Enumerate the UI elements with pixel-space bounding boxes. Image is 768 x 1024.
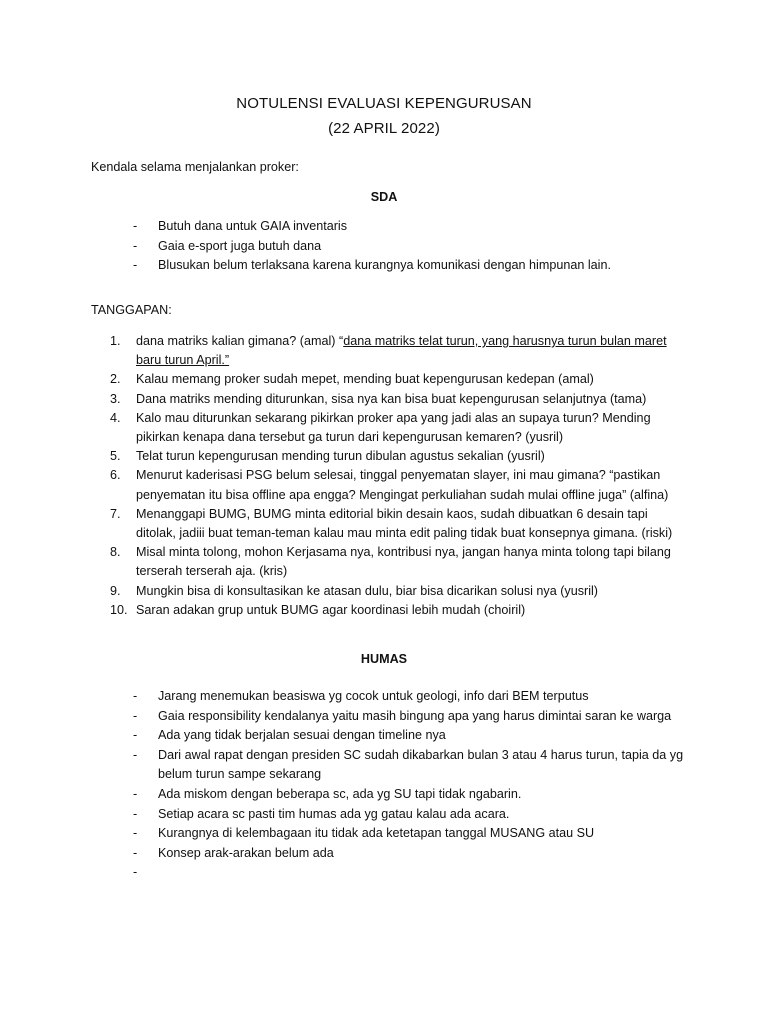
list-item: 1. dana matriks kalian gimana? (amal) “dana matriks telat turun, yang harusnya turun bulan maret baru turun April.”: [110, 334, 667, 368]
list-item: - Dari awal rapat dengan presiden SC sudah dikabarkan bulan 3 atau 4 harus turun, tapia da yg belum turun sampe sekarang: [133, 747, 684, 782]
list-item: - Gaia e-sport juga butuh dana: [91, 237, 691, 257]
list-item: 10. Saran adakan grup untuk BUMG agar koordinasi lebih mudah (choiril): [91, 601, 691, 620]
list-item: - Gaia responsibility kendalanya yaitu masih bingung apa yang harus dimintai saran ke warga: [91, 707, 691, 727]
item-number: 10.: [110, 602, 128, 617]
list-item: 5. Telat turun kepengurusan mending turun dibulan agustus sekalian (yusril): [91, 447, 691, 466]
humas-heading: HUMAS: [360, 652, 408, 666]
dash-marker: -: [133, 826, 138, 841]
list-item: 4. Kalo mau diturunkan sekarang pikirkan proker apa yang jadi alas an supaya turun? Mending pikirkan kenapa dana tersebut ga turun dari kepengurusan kemaren? (yusril): [110, 410, 651, 445]
tanggapan-label: TANGGAPAN:: [91, 303, 172, 317]
list-item: - Ada yang tidak berjalan sesuai dengan timeline nya: [91, 726, 691, 746]
list-item: 2. Kalau memang proker sudah mepet, mending buat kepengurusan kedepan (amal): [91, 370, 691, 389]
list-item: 3. Dana matriks mending diturunkan, sisa nya kan bisa buat kepengurusan selanjutnya (tama): [91, 390, 691, 409]
intro-text: Kendala selama menjalankan proker:: [91, 160, 299, 174]
tanggapan-list: [91, 332, 691, 620]
item-number: 4.: [110, 410, 121, 425]
dash-marker: -: [133, 786, 138, 801]
dash-marker: -: [133, 219, 138, 233]
list-item: - Blusukan belum terlaksana karena kurangnya komunikasi dengan himpunan lain.: [91, 256, 691, 276]
sda-list: [91, 217, 691, 276]
dash-marker: -: [133, 845, 138, 860]
dash-marker: -: [133, 689, 138, 703]
list-item: - Kurangnya di kelembagaan itu tidak ada ketetapan tanggal MUSANG atau SU: [91, 824, 691, 844]
item-number: 1.: [110, 334, 121, 348]
humas-list: [91, 687, 691, 880]
sda-heading: SDA: [370, 190, 398, 204]
dash-marker: -: [133, 238, 138, 253]
list-item: 9. Mungkin bisa di konsultasikan ke atasan dulu, biar bisa dicarikan solusi nya (yusril): [91, 582, 691, 601]
dash-marker: -: [133, 747, 138, 762]
dash-marker: -: [133, 708, 138, 723]
dash-marker: -: [133, 258, 138, 273]
dash-marker: -: [133, 728, 138, 743]
item-number: 8.: [110, 545, 121, 560]
item-number: 7.: [110, 506, 121, 521]
item-number: 2.: [110, 372, 121, 387]
document-title: NOTULENSI EVALUASI KEPENGURUSAN: [236, 95, 532, 112]
item-number: 6.: [110, 468, 121, 483]
list-item: 8. Misal minta tolong, mohon Kerjasama nya, kontribusi nya, jangan hanya minta tolong tapi bilang terserah terserah aja. (kris): [110, 545, 671, 579]
document-date: (22 APRIL 2022): [328, 120, 440, 137]
list-item: - Jarang menemukan beasiswa yg cocok untuk geologi, info dari BEM terputus: [91, 687, 691, 707]
item-number: 9.: [110, 583, 121, 598]
list-item: 6. Menurut kaderisasi PSG belum selesai, tinggal penyematan slayer, ini mau gimana? “pastikan penyematan itu bisa offline apa engga? Mengingat perkuliahan sudah mulai offline juga” (alfina): [110, 468, 669, 502]
list-item: - Konsep arak-arakan belum ada: [91, 844, 691, 864]
dash-marker: -: [133, 865, 138, 880]
item-number: 5.: [110, 449, 121, 464]
list-item: - Setiap acara sc pasti tim humas ada yg gatau kalau ada acara.: [91, 805, 691, 825]
list-item: - Butuh dana untuk GAIA inventaris: [91, 217, 691, 237]
item-number: 3.: [110, 391, 121, 406]
list-item: - Ada miskom dengan beberapa sc, ada yg SU tapi tidak ngabarin.: [91, 785, 691, 805]
dash-marker: -: [133, 806, 138, 821]
underlined-quote: dana matriks telat turun, yang harusnya turun bulan maret baru turun April.”: [136, 334, 667, 368]
list-item: 7. Menanggapi BUMG, BUMG minta editorial bikin desain kaos, sudah dibuatkan 6 desain tapi ditolak, jadiii buat teman-teman kalau mau minta edit paling tidak buat konsepnya gimana. (riski): [110, 506, 673, 541]
